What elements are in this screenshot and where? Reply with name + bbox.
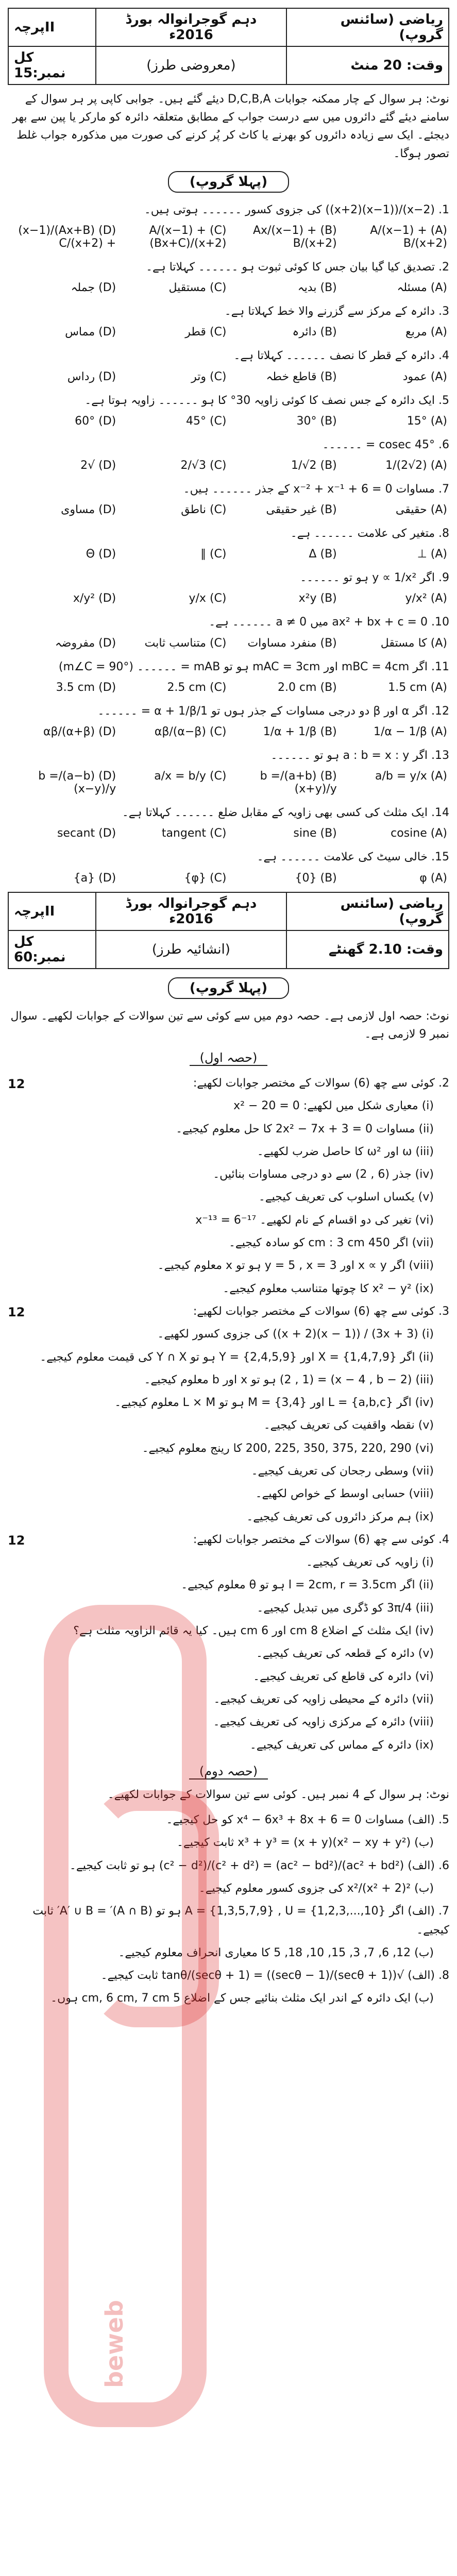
paper2-group-title bbox=[8, 977, 449, 999]
question-3-marks: 12 bbox=[8, 1304, 25, 1319]
option: (B) sine bbox=[293, 827, 337, 840]
option: (D) مفروضہ bbox=[55, 636, 116, 650]
paper1-group-label: (پہلا گروپ) bbox=[168, 171, 289, 193]
options-row bbox=[8, 869, 449, 888]
question-stem: 2. تصدیق کیا گیا بیان جس کا کوئی ثبوت ہو ۔۔۔۔۔۔ کہلاتا ہے۔ bbox=[146, 260, 449, 274]
short-question: (vii) دائرہ کے محیطی زاویہ کی تعریف کیجیے۔ bbox=[213, 1692, 434, 1706]
option: (B) Δ bbox=[309, 548, 337, 561]
option: (C) A/(x−1) + (Bx+C)/(x+2) bbox=[149, 224, 227, 250]
options-row bbox=[8, 678, 449, 697]
option: (C) tangent bbox=[161, 827, 227, 840]
option: (D) 60° bbox=[75, 414, 116, 428]
option: (A) کا مستقل bbox=[380, 636, 447, 650]
option: (C) 2/√3 bbox=[180, 459, 227, 472]
question-stem: 4. دائرہ کے قطر کا نصف ۔۔۔۔۔۔ کہلاتا ہے۔ bbox=[233, 349, 449, 363]
mcq-question bbox=[8, 480, 449, 519]
option: (D) جملہ bbox=[71, 281, 116, 295]
short-question: (viii) دائرہ کے مرکزی زاویہ کی تعریف کیجیے۔ bbox=[213, 1716, 434, 1729]
option: (D) 3.5 cm bbox=[56, 681, 116, 694]
paper2-instructions: نوٹ: حصہ اول لازمی ہے۔ حصہ دوم میں سے کوئی سے تین سوالات کے جوابات لکھیے۔ سوال نمبر 9 لازمی ہے۔ bbox=[10, 1009, 449, 1041]
option: (A) a/b = y/x bbox=[375, 770, 447, 783]
long-question: 7. (الف) اگر A = {1,3,5,7,9} , U = {1,2,3,...,10} ہو تو (A ∩ B)′ = A′ ∪ B′ ثابت کیجیے۔ bbox=[32, 1905, 449, 1937]
question-2 bbox=[8, 1072, 449, 1300]
option: (A) حقیقی bbox=[395, 503, 447, 517]
short-question: (iii) (x − 4 , b − 2) = (2 , 1) ہو تو x اور b معلوم کیجیے۔ bbox=[144, 1373, 434, 1386]
question-stem: 8. متغیر کی علامت ۔۔۔۔۔۔ ہے۔ bbox=[290, 527, 449, 540]
mcq-question bbox=[8, 436, 449, 475]
short-question: (v) یکساں اسلوب کی تعریف کیجیے۔ bbox=[258, 1191, 434, 1204]
question-stem: 7. مساوات x⁻² + x⁻¹ + 6 = 0 کے جذر ۔۔۔۔۔۔ ہیں۔ bbox=[183, 482, 449, 496]
option: (A) y/x² bbox=[405, 592, 447, 605]
options-row bbox=[8, 412, 449, 431]
option: (A) 1/α − 1/β bbox=[373, 725, 447, 738]
option: (A) عمود bbox=[402, 370, 447, 383]
option: (D) (Ax+B)/(x−1) + C/(x+2) bbox=[18, 224, 116, 250]
part2-note: نوٹ: ہر سوال کے 4 نمبر ہیں۔ کوئی سے تین سوالات کے جوابات لکھیے۔ bbox=[107, 1788, 449, 1801]
question-stem: 5. ایک دائرہ کے جس نصف کا کوئی زاویہ 30° کا ہو ۔۔۔۔۔۔ زاویہ ہوتا ہے۔ bbox=[84, 394, 449, 407]
short-question: (iv) ایک مثلث کے اضلاع 8 cm اور 6 cm ہیں۔ کیا یہ قائم الزاویہ مثلث ہے؟ bbox=[73, 1624, 434, 1638]
question-4-title-text: 4. کوئی سے چھ (6) سوالات کے مختصر جوابات لکھیے: bbox=[193, 1533, 449, 1546]
options-row bbox=[8, 589, 449, 608]
option: (B) (a+b)/b = (x+y)/y bbox=[260, 770, 337, 796]
paper1-group-title bbox=[8, 171, 449, 193]
option: (D) √2 bbox=[80, 459, 116, 472]
question-3-title-text: 3. کوئی سے چھ (6) سوالات کے مختصر جوابات لکھیے: bbox=[193, 1304, 449, 1318]
paper2-total-marks: کل نمبر:60 bbox=[8, 930, 96, 969]
paper1-subject: ریاضی (سائنس گروپ) bbox=[286, 8, 449, 46]
question-stem: 6. cosec 45° = ۔۔۔۔۔۔ bbox=[322, 438, 449, 451]
part2-title-label: (حصہ دوم) bbox=[189, 1764, 268, 1780]
short-question: (i) زاویہ کی تعریف کیجیے۔ bbox=[306, 1556, 434, 1569]
mcq-question bbox=[8, 569, 449, 608]
question-stem: 13. اگر a : b = x : y ہو تو ۔۔۔۔۔۔ bbox=[270, 749, 449, 762]
option: (C) 2.5 cm bbox=[167, 681, 227, 694]
paper1-total-marks: کل نمبر:15 bbox=[8, 46, 96, 84]
mcq-question bbox=[8, 524, 449, 564]
option: (C) قطر bbox=[185, 326, 227, 339]
short-question: (ii) مساوات 2x² − 7x + 3 = 0 کا حل معلوم کیجیے۔ bbox=[176, 1122, 434, 1136]
paper1-instructions: نوٹ: ہر سوال کے چار ممکنہ جوابات D,C,B,A دیئے گئے ہیں۔ جوابی کاپی پر ہر سوال کے سامنے دیئے گئے دائروں میں سے درست جواب کے مطابق متعلقہ دائرہ کو مارکر یا پین سے بھر دیجئے۔ ایک سے زیادہ دائروں کو بھرنے یا کاٹ کر پُر کرنے کی صورت میں مذکورہ جواب غلط تصور ہوگا۔ bbox=[12, 93, 449, 160]
option: (B) 1/√2 bbox=[291, 459, 337, 472]
option: (C) y/x bbox=[189, 592, 227, 605]
option: (B) {0} bbox=[295, 871, 337, 885]
short-question: (iii) 3π/4 کو ڈگری میں تبدیل کیجیے۔ bbox=[257, 1601, 434, 1615]
paper1-code: پرچہII bbox=[8, 8, 96, 46]
option: (A) φ bbox=[419, 871, 447, 885]
question-stem: 11. اگر mBC = 4cm اور mAC = 3cm ہو تو mAB = ۔۔۔۔۔۔ (m∠C = 90°) bbox=[58, 660, 449, 673]
question-2-title bbox=[8, 1072, 449, 1095]
option: (C) ناطق bbox=[181, 503, 227, 517]
short-question: (ix) دائرہ کے مماس کی تعریف کیجیے۔ bbox=[249, 1738, 434, 1752]
question-2-marks: 12 bbox=[8, 1076, 25, 1091]
option: (C) {φ} bbox=[184, 871, 227, 885]
option: (A) مسئلہ bbox=[397, 281, 447, 295]
short-question: (v) نقطہ واقفیت کی تعریف کیجیے۔ bbox=[263, 1419, 434, 1432]
option: (B) Ax/(x−1) + B/(x+2) bbox=[252, 224, 337, 250]
options-row bbox=[8, 323, 449, 342]
short-question: (v) دائرہ کے قطعہ کی تعریف کیجیے۔ bbox=[256, 1647, 434, 1660]
option: (D) (α+β)/αβ bbox=[43, 725, 116, 738]
option: (A) 1/(2√2) bbox=[385, 459, 447, 472]
options-row bbox=[8, 634, 449, 653]
option: (D) Θ bbox=[86, 548, 116, 561]
mcq-question bbox=[8, 392, 449, 431]
question-stem: 1. (x−2)/((x−1)(x+2)) کی جزوی کسور ۔۔۔۔۔۔ ہوتی ہیں۔ bbox=[144, 203, 449, 216]
long-question: 8. (الف) √((secθ + 1)/(secθ − 1)) = (secθ + 1)/tanθ ثابت کیجیے۔ bbox=[100, 1969, 449, 1982]
option: (B) x²y bbox=[298, 592, 337, 605]
options-row bbox=[8, 367, 449, 386]
option: (A) 15° bbox=[407, 414, 447, 428]
option: (D) (a−b)/b = (x−y)/y bbox=[38, 770, 116, 796]
mcq-question bbox=[8, 848, 449, 887]
mcq-question bbox=[8, 302, 449, 342]
option: (B) قاطع خطہ bbox=[266, 370, 337, 383]
short-question: (viii) حسابی اوسط کے خواص لکھیے۔ bbox=[255, 1487, 434, 1501]
option: (C) (α−β)/αβ bbox=[154, 725, 227, 738]
question-stem: 12. اگر α اور β دو درجی مساوات کے جذر ہوں تو 1/α + 1/β = ۔۔۔۔۔۔ bbox=[97, 704, 449, 718]
short-question: (iv) اگر L = {a,b,c} اور M = {3,4} ہو تو L × M معلوم کیجیے۔ bbox=[114, 1396, 434, 1410]
paper2-group-label: (پہلا گروپ) bbox=[168, 977, 289, 999]
mcq-question bbox=[8, 347, 449, 386]
mcq-question bbox=[8, 201, 449, 253]
part1-title bbox=[8, 1050, 449, 1065]
long-question: (ب) 12, 6, 7, 3, 15, 10, 18, 5 کا معیاری انحراف معلوم کیجیے۔ bbox=[118, 1946, 434, 1959]
option: (D) مماس bbox=[65, 326, 116, 339]
option: (A) 1.5 cm bbox=[388, 681, 447, 694]
question-4-marks: 12 bbox=[8, 1533, 25, 1548]
paper2-board-year: دہم گوجرانوالہ بورڈ 2016ء bbox=[96, 892, 286, 930]
question-4-title bbox=[8, 1529, 449, 1551]
option: (B) 1/α + 1/β bbox=[263, 725, 337, 738]
option: (A) مربع bbox=[405, 326, 447, 339]
paper1-board-year: دہم گوجرانوالہ بورڈ 2016ء bbox=[96, 8, 286, 46]
option: (B) منفرد مساوات bbox=[247, 636, 337, 650]
option: (A) ⊥ bbox=[417, 548, 447, 561]
long-question: (ب) x³ + y³ = (x + y)(x² − xy + y²) ثابت کیجیے۔ bbox=[176, 1836, 434, 1850]
short-question: (vi) دائرہ کی قاطع کی تعریف کیجیے۔ bbox=[253, 1670, 434, 1683]
option: (C) متناسب ثابت bbox=[144, 636, 227, 650]
short-question: (iii) ω اور ω² کا حاصل ضرب لکھیے۔ bbox=[257, 1145, 434, 1158]
short-question: (i) معیاری شکل میں لکھیے: x² − 20 = 0 bbox=[233, 1099, 434, 1113]
option: (C) ∥ bbox=[200, 548, 227, 561]
short-question: (vii) وسطی رجحان کی تعریف کیجیے۔ bbox=[251, 1464, 434, 1478]
options-row bbox=[8, 456, 449, 475]
option: (B) غیر حقیقی bbox=[266, 503, 337, 517]
option: (D) secant bbox=[57, 827, 116, 840]
short-question: (vi) تغیر کی دو اقسام کے نام لکھیے۔ x⁻¹³ = 6⁻¹⁷ bbox=[195, 1213, 434, 1227]
option: (C) 45° bbox=[185, 414, 227, 428]
paper2-code: پرچہII bbox=[8, 892, 96, 930]
part1-title-label: (حصہ اول) bbox=[190, 1050, 268, 1066]
options-row bbox=[8, 545, 449, 564]
question-2-title-text: 2. کوئی سے چھ (6) سوالات کے مختصر جوابات لکھیے: bbox=[193, 1076, 449, 1090]
question-3-title bbox=[8, 1300, 449, 1323]
long-question: 6. (الف) (ac² + bd²)/(ac² − bd²) = (c² + d²)/(c² − d²) ہو تو ثابت کیجیے۔ bbox=[69, 1859, 449, 1872]
paper2-header bbox=[8, 892, 449, 969]
mcq-question bbox=[8, 658, 449, 697]
short-question: (ix) ہم مرکز دائروں کی تعریف کیجیے۔ bbox=[246, 1510, 434, 1523]
short-question: (vii) اگر 450 cm : 3 cm کو سادہ کیجیے۔ bbox=[229, 1236, 434, 1250]
option: (B) 2.0 cm bbox=[277, 681, 337, 694]
paper1-time: وقت: 20 منٹ bbox=[286, 46, 449, 84]
option: (C) a/x = b/y bbox=[154, 770, 227, 783]
option: (A) cosine bbox=[391, 827, 447, 840]
short-question: (i) (3x + 3) / ((x − 1)(x + 2)) کی جزوی کسور لکھیے۔ bbox=[157, 1328, 434, 1341]
mcq-question bbox=[8, 613, 449, 652]
short-question: (ix) x² − y² کا چوتھا متناسب معلوم کیجیے۔ bbox=[223, 1282, 434, 1295]
option: (B) 30° bbox=[296, 414, 337, 428]
part2-title bbox=[8, 1764, 449, 1778]
options-row bbox=[8, 767, 449, 799]
short-question: (ii) اگر l = 2cm, r = 3.5cm ہو تو θ معلوم کیجیے۔ bbox=[181, 1579, 434, 1592]
paper1-header bbox=[8, 8, 449, 85]
option: (C) وتر bbox=[191, 370, 227, 383]
question-stem: 9. اگر y ∝ 1/x² ہو تو ۔۔۔۔۔۔ bbox=[300, 571, 449, 585]
exam-page bbox=[8, 8, 449, 2576]
options-row bbox=[8, 278, 449, 297]
short-question: (ii) اگر X = {1,4,7,9} اور Y = {2,4,5,9} ہو تو Y ∩ X کی قیمت معلوم کیجیے۔ bbox=[40, 1350, 434, 1364]
option: (D) رداس bbox=[67, 370, 116, 383]
option: (B) بدیہ bbox=[297, 281, 337, 295]
paper1-type: (معروضی طرز) bbox=[96, 46, 286, 84]
options-row bbox=[8, 722, 449, 741]
long-question: 5. (الف) مساوات x⁴ − 6x³ + 8x + 6 = 0 کو حل کیجیے۔ bbox=[166, 1814, 449, 1827]
paper2-subject: ریاضی (سائنس گروپ) bbox=[286, 892, 449, 930]
option: (D) x/y² bbox=[73, 592, 116, 605]
options-row bbox=[8, 824, 449, 843]
mcq-question bbox=[8, 747, 449, 799]
short-question: (viii) اگر x ∝ y اور y = 5 , x = 3 ہو تو x معلوم کیجیے۔ bbox=[157, 1259, 434, 1273]
mcq-question bbox=[8, 702, 449, 741]
long-question: (ب) x²/(x² + 2)² کی جزوی کسور معلوم کیجیے۔ bbox=[198, 1882, 434, 1895]
question-stem: 10. ax² + bx + c = 0 میں a ≠ 0 ۔۔۔۔۔۔ ہے۔ bbox=[209, 616, 449, 629]
option: (A) A/(x−1) + B/(x+2) bbox=[370, 224, 447, 250]
question-stem: 14. ایک مثلث کی کسی بھی زاویہ کے مقابل ضلع ۔۔۔۔۔۔ کہلاتا ہے۔ bbox=[122, 806, 449, 820]
question-stem: 3. دائرہ کے مرکز سے گزرنے والا خط کہلاتا ہے۔ bbox=[224, 305, 449, 318]
mcq-question bbox=[8, 258, 449, 297]
short-question: (vi) 200, 225, 350, 375, 220, 290 کا رینج معلوم کیجیے۔ bbox=[142, 1442, 434, 1455]
options-row bbox=[8, 500, 449, 519]
long-question: (ب) ایک دائرہ کے اندر ایک مثلث بنائیے جس کے اضلاع 5 cm, 6 cm, 7 cm ہوں۔ bbox=[50, 1992, 434, 2005]
watermark-text: beweb bbox=[100, 2300, 128, 2388]
question-4 bbox=[8, 1529, 449, 1757]
option: (C) مستقیل bbox=[168, 281, 227, 295]
long-questions bbox=[8, 1809, 449, 2010]
mcq-question bbox=[8, 804, 449, 843]
options-row bbox=[8, 221, 449, 253]
option: (B) دائرہ bbox=[292, 326, 337, 339]
paper2-type: (انشائیہ طرز) bbox=[96, 930, 286, 969]
paper2-time: وقت: 2.10 گھنٹے bbox=[286, 930, 449, 969]
short-question: (iv) جذر (6 , 2) سے دو درجی مساوات بنائیں۔ bbox=[213, 1168, 434, 1181]
option: (D) {a} bbox=[73, 871, 116, 885]
question-stem: 15. خالی سیٹ کی علامت ۔۔۔۔۔۔ ہے۔ bbox=[257, 851, 449, 864]
mcq-list bbox=[8, 201, 449, 888]
option: (D) مساوی bbox=[61, 503, 116, 517]
question-3 bbox=[8, 1300, 449, 1529]
